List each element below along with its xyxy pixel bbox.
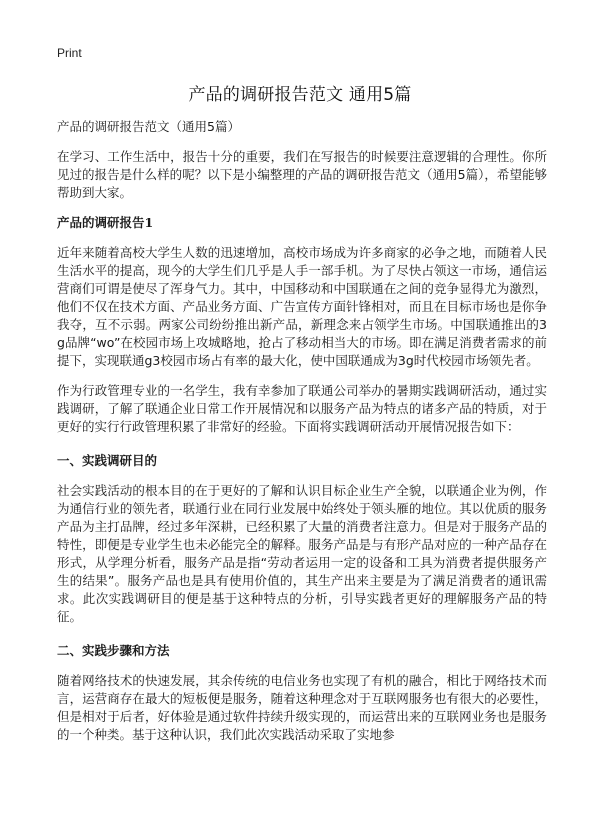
document-title: 产品的调研报告范文 通用5篇 xyxy=(188,85,412,105)
section-heading-steps: 二、实践步骤和方法 xyxy=(57,643,170,658)
report-1-paragraph-1: 近年来随着高校大学生人数的迅速增加，高校市场成为许多商家的必争之地，而随着人民生活水平的提高，现今的大学生们几乎是人手一部手机。为了尽快占领这一市场，通信运营商们可谓是使尽了浑身气力。其中，中国移动和中国联通在之间的竞争显得尤为激烈，他们不仅在技术方面、产品业务方面、广告宣传方面针锋相对，而且在目标市场也是你争我夺，互不示弱。两家公司纷纷推出新产品，新理念来占领学生市场。中国联通推出的3g品牌“wo”在校园市场上攻城略地，抢占了移动相当大的市场。即在满足消费者需求的前提下，实现联通g3校园市场占有率的最大化，使中国联通成为3g时代校园市场领先者。 xyxy=(57,245,547,368)
steps-paragraph: 随着网络技术的快速发展，其余传统的电信业务也实现了有机的融合，相比于网络技术而言，运营商存在最大的短板便是服务，随着这种理念对于互联网服务也有很大的必要性，但是相对于后者，好体验是通过软件持续升级实现的，而运营出来的互联网业务也是服务的一个种类。基于这种认识，我们此次实践活动采取了实地参 xyxy=(57,673,547,742)
document-body xyxy=(57,118,547,756)
intro-paragraph: 在学习、工作生活中，报告十分的重要，我们在写报告的时候要注意逻辑的合理性。你所见过的报告是什么样的呢？以下是小编整理的产品的调研报告范文（通用5篇），希望能够帮助到大家。 xyxy=(57,149,547,200)
section-heading-purpose: 一、实践调研目的 xyxy=(57,453,158,468)
document-subtitle: 产品的调研报告范文（通用5篇） xyxy=(57,119,240,134)
print-label: Print xyxy=(57,46,82,60)
purpose-paragraph: 社会实践活动的根本目的在于更好的了解和认识目标企业生产全貌，以联通企业为例，作为通信行业的领先者，联通行业在同行业发展中始终处于领头雁的地位。其以优质的服务产品为主打品牌，经过多年深耕，已经积累了大量的消费者注意力。但是对于服务产品的特性，即便是专业学生也未必能完全的解释。服务产品是与有形产品对应的一种产品存在形式，从学理分析看，服务产品是指“劳动者运用一定的设备和工具为消费者提供服务产生的结果”。服务产品也是具有使用价值的，其生产出来主要是为了满足消费者的通讯需求。此次实践调研目的便是基于这种特点的分析，引导实践者更好的理解服务产品的特征。 xyxy=(57,483,547,624)
section-heading-report-1: 产品的调研报告1 xyxy=(57,215,154,230)
report-1-paragraph-2: 作为行政管理专业的一名学生，我有幸参加了联通公司举办的暑期实践调研活动，通过实践调研，了解了联通企业日常工作开展情况和以服务产品为特点的诸多产品的特质，对于更好的实行行政管理积累了非常好的经验。下面将实践调研活动开展情况报告如下： xyxy=(57,383,547,434)
